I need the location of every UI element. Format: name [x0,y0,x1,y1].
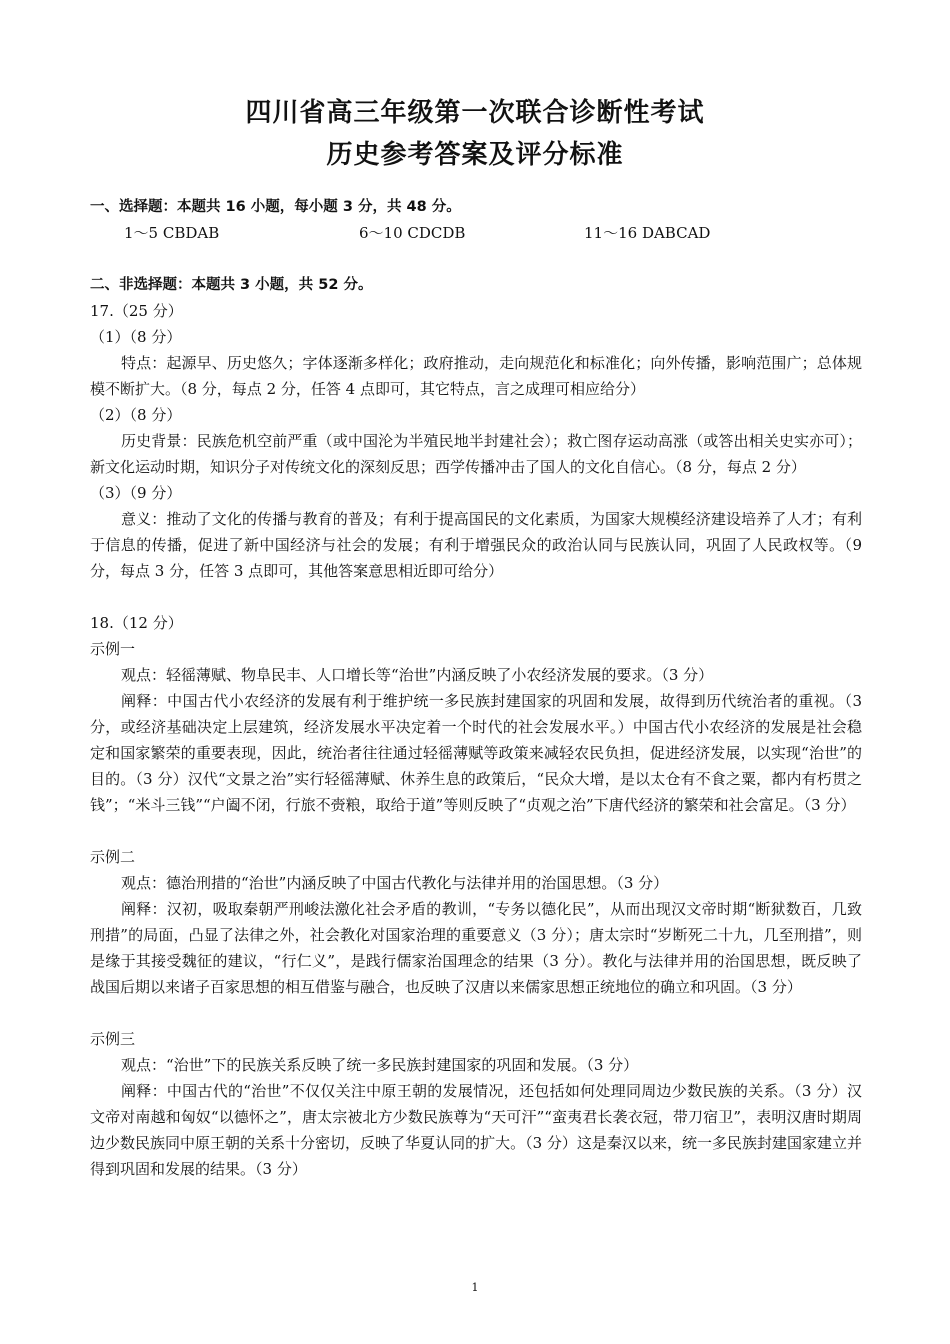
answers-11-16: 11～16 DABCAD [584,224,711,242]
example2-view: 观点：德治刑措的“治世”内涵反映了中国古代教化与法律并用的治国思想。（3 分） [121,874,669,892]
page-number: 1 [471,1281,479,1294]
q17-part3-label: （3）（9 分） [90,484,182,502]
choice-answers [90,220,862,246]
q17-part2-text: 历史背景：民族危机空前严重（或中国沦为半殖民地半封建社会）；救亡图存运动高涨（或答出相关史实亦可）；新文化运动时期，知识分子对传统文化的深刻反思；西学传播冲击了国人的文化自信心。（8 分，每点 2 分） [90,432,862,476]
example3-explanation: 阐释：中国古代的“治世”不仅仅关注中原王朝的发展情况，还包括如何处理同周边少数民族的关系。（3 分）汉文帝对南越和匈奴“以德怀之”，唐太宗被北方少数民族尊为“天可汗”“蛮夷君长袭衣冠，带刀宿卫”，表明汉唐时期周边少数民族同中原王朝的关系十分密切，反映了华夏认同的扩大。（3 分）这是秦汉以来，统一多民族封建国家建立并得到巩固和发展的结果。（3 分） [90,1082,862,1178]
example2-heading: 示例二 [90,848,136,866]
example3-view: 观点：“治世”下的民族关系反映了统一多民族封建国家的巩固和发展。（3 分） [121,1056,639,1074]
q18-label: 18.（12 分） [90,614,183,632]
example1-explanation: 阐释：中国古代小农经济的发展有利于维护统一多民族封建国家的巩固和发展，故得到历代统治者的重视。（3 分，或经济基础决定上层建筑，经济发展水平决定着一个时代的社会发展水平。）中国古代小农经济的发展是社会稳定和国家繁荣的重要表现，因此，统治者往往通过轻徭薄赋等政策来减轻农民负担，促进经济发展，以实现“治世”的目的。（3 分）汉代“文景之治”实行轻徭薄赋、休养生息的政策后，“民众大增，是以太仓有不食之粟，都内有朽贯之钱”；“米斗三钱”“户阖不闭，行旅不赍粮，取给于道”等则反映了“贞观之治”下唐代经济的繁荣和社会富足。（3 分） [90,692,862,814]
example3-heading: 示例三 [90,1030,136,1048]
example2-explanation: 阐释：汉初，吸取秦朝严刑峻法激化社会矛盾的教训，“专务以德化民”，从而出现汉文帝时期“断狱数百，几致刑措”的局面，凸显了法律之外，社会教化对国家治理的重要意义（3 分）；唐太宗时“岁断死二十九，几至刑措”，则是缘于其接受魏征的建议，“行仁义”，是践行儒家治国理念的结果（3 分）。教化与法律并用的治国思想，既反映了战国后期以来诸子百家思想的相互借鉴与融合，也反映了汉唐以来儒家思想正统地位的确立和巩固。（3 分） [90,900,862,996]
q17-label: 17.（25 分） [90,302,183,320]
q17-part1-text: 特点：起源早、历史悠久；字体逐渐多样化；政府推动，走向规范化和标准化；向外传播，影响范围广；总体规模不断扩大。（8 分，每点 2 分，任答 4 点即可，其它特点，言之成理可相应给分） [90,354,862,398]
page-subtitle: 历史参考答案及评分标准 [326,140,624,170]
example1-view: 观点：轻徭薄赋、物阜民丰、人口增长等“治世”内涵反映了小农经济发展的要求。（3 分） [121,666,714,684]
q17-part3-text: 意义：推动了文化的传播与教育的普及；有利于提高国民的文化素质，为国家大规模经济建设培养了人才；有利于信息的传播，促进了新中国经济与社会的发展；有利于增强民众的政治认同与民族认同，巩固了人民政权等。（9 分，每点 3 分，任答 3 点即可，其他答案意思相近即可给分） [90,510,862,580]
content [90,194,862,1182]
section2-heading: 二、非选择题：本题共 3 小题，共 52 分。 [90,277,373,293]
page-title: 四川省高三年级第一次联合诊断性考试 [245,98,705,128]
answers-1-5: 1～5 CBDAB [124,224,220,242]
answers-6-10: 6～10 CDCDB [359,224,466,242]
q17-part1-label: （1）（8 分） [90,328,182,346]
example1-heading: 示例一 [90,640,136,658]
section1-heading: 一、选择题：本题共 16 小题，每小题 3 分，共 48 分。 [90,199,461,215]
q17-part2-label: （2）（8 分） [90,406,182,424]
